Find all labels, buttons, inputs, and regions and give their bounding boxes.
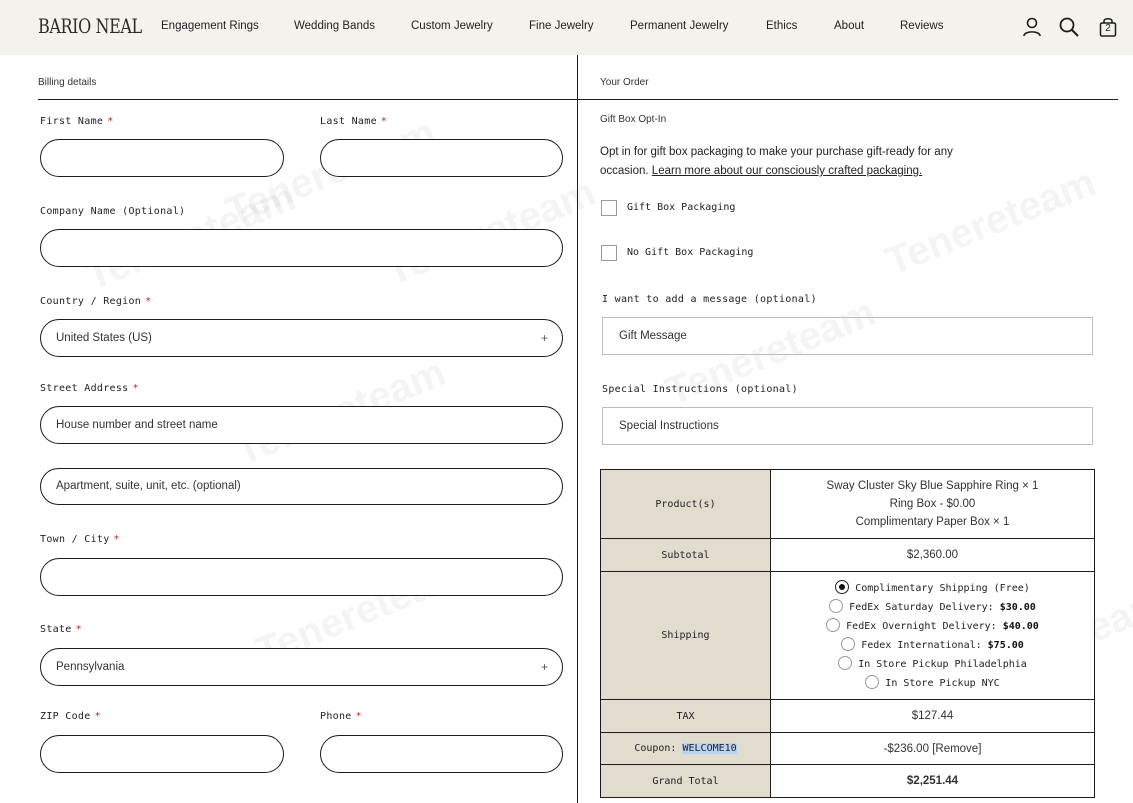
first-name-label: First Name * — [40, 116, 114, 127]
table-row — [601, 765, 1095, 798]
grand-total-value: $2,251.44 — [771, 765, 1095, 798]
nav-ethics[interactable]: Ethics — [766, 20, 798, 32]
order-divider — [578, 99, 1118, 100]
state-value: Pennsylvania — [56, 661, 125, 673]
city-field[interactable] — [40, 558, 563, 596]
product-line: Complimentary Paper Box × 1 — [855, 516, 1010, 528]
zip-field[interactable] — [40, 735, 284, 773]
shipping-option-free[interactable]: Complimentary Shipping (Free) — [771, 579, 1094, 598]
shipping-option-international[interactable]: Fedex International: $75.00 — [771, 636, 1094, 655]
billing-divider — [38, 99, 577, 100]
company-field[interactable] — [40, 229, 563, 267]
search-icon[interactable] — [1058, 16, 1080, 38]
radio-selected-icon — [835, 580, 849, 594]
gift-box-heading: Gift Box Opt-In — [600, 114, 667, 125]
product-line: Ring Box - $0.00 — [889, 498, 976, 510]
gift-box-option-label: Gift Box Packaging — [627, 202, 736, 213]
table-row — [601, 539, 1095, 572]
coupon-cell — [771, 733, 1095, 765]
nav-engagement-rings[interactable]: Engagement Rings — [161, 20, 259, 32]
company-label: Company Name (Optional) — [40, 206, 186, 217]
site-header — [0, 0, 1133, 55]
nav-permanent-jewelry[interactable]: Permanent Jewelry — [630, 20, 729, 32]
last-name-label: Last Name * — [320, 116, 388, 127]
nav-wedding-bands[interactable]: Wedding Bands — [294, 20, 375, 32]
shipping-option-overnight[interactable]: FedEx Overnight Delivery: $40.00 — [771, 617, 1094, 636]
table-row — [601, 700, 1095, 733]
account-icon[interactable] — [1021, 16, 1043, 38]
shipping-options — [771, 572, 1095, 700]
phone-field[interactable] — [320, 735, 563, 773]
table-row — [601, 733, 1095, 765]
radio-icon — [829, 599, 843, 613]
shipping-header: Shipping — [601, 572, 771, 700]
last-name-field[interactable] — [320, 139, 563, 177]
gift-message-label: I want to add a message (optional) — [602, 294, 817, 305]
column-divider — [577, 55, 578, 803]
zip-label: ZIP Code * — [40, 711, 101, 722]
radio-icon — [826, 618, 840, 632]
street-label: Street Address * — [40, 383, 139, 394]
gift-box-checkbox[interactable] — [601, 200, 617, 216]
nav-fine-jewelry[interactable]: Fine Jewelry — [529, 20, 594, 32]
nav-custom-jewelry[interactable]: Custom Jewelry — [411, 20, 493, 32]
expand-icon: + — [540, 331, 548, 345]
table-row — [601, 572, 1095, 700]
tax-value: $127.44 — [771, 700, 1095, 733]
coupon-value: -$236.00 — [883, 742, 929, 755]
cart-button[interactable] — [1097, 16, 1119, 38]
phone-label: Phone * — [320, 711, 362, 722]
products-cell — [771, 470, 1095, 539]
subtotal-header: Subtotal — [601, 539, 771, 572]
billing-heading: Billing details — [38, 77, 97, 88]
special-instructions-field[interactable]: Special Instructions — [602, 407, 1093, 445]
shipping-option-pickup-nyc[interactable]: In Store Pickup NYC — [771, 674, 1094, 693]
special-instructions-label: Special Instructions (optional) — [602, 384, 798, 395]
country-label: Country / Region * — [40, 296, 152, 307]
coupon-header: Coupon: WELCOME10 — [601, 733, 771, 765]
radio-icon — [865, 675, 879, 689]
no-gift-box-option-label: No Gift Box Packaging — [627, 247, 754, 258]
shipping-option-pickup-philadelphia[interactable]: In Store Pickup Philadelphia — [771, 655, 1094, 674]
radio-icon — [841, 637, 855, 651]
products-header: Product(s) — [601, 470, 771, 539]
table-row — [601, 470, 1095, 539]
no-gift-box-checkbox[interactable] — [601, 245, 617, 261]
country-select[interactable] — [40, 319, 563, 357]
coupon-remove-link[interactable]: [Remove] — [932, 742, 982, 755]
street-address-line2-field[interactable]: Apartment, suite, unit, etc. (optional) — [40, 468, 563, 505]
cart-count: 2 — [1105, 23, 1111, 34]
brand-logo[interactable]: BARIO NEAL — [38, 14, 142, 38]
state-label: State * — [40, 624, 82, 635]
gift-box-description: Opt in for gift box packaging to make your purchase gift-ready for any occasion. Learn more about our consciously crafted packaging. — [600, 146, 953, 177]
first-name-field[interactable] — [40, 139, 284, 177]
nav-reviews[interactable]: Reviews — [900, 20, 944, 32]
order-summary-table — [600, 469, 1095, 798]
order-heading: Your Order — [600, 77, 649, 88]
nav-about[interactable]: About — [834, 20, 865, 32]
city-label: Town / City * — [40, 534, 120, 545]
radio-icon — [838, 656, 852, 670]
coupon-code: WELCOME10 — [682, 743, 737, 754]
packaging-link[interactable]: Learn more about our consciously crafted packaging. — [651, 165, 923, 177]
gift-message-field[interactable]: Gift Message — [602, 317, 1093, 355]
street-address-field[interactable]: House number and street name — [40, 406, 563, 444]
country-value: United States (US) — [56, 332, 152, 344]
product-line: Sway Cluster Sky Blue Sapphire Ring × 1 — [826, 480, 1039, 492]
state-select[interactable] — [40, 648, 563, 686]
tax-header: TAX — [601, 700, 771, 733]
shipping-option-saturday[interactable]: FedEx Saturday Delivery: $30.00 — [771, 598, 1094, 617]
subtotal-value: $2,360.00 — [771, 539, 1095, 572]
expand-icon: + — [540, 660, 548, 674]
grand-total-header: Grand Total — [601, 765, 771, 798]
